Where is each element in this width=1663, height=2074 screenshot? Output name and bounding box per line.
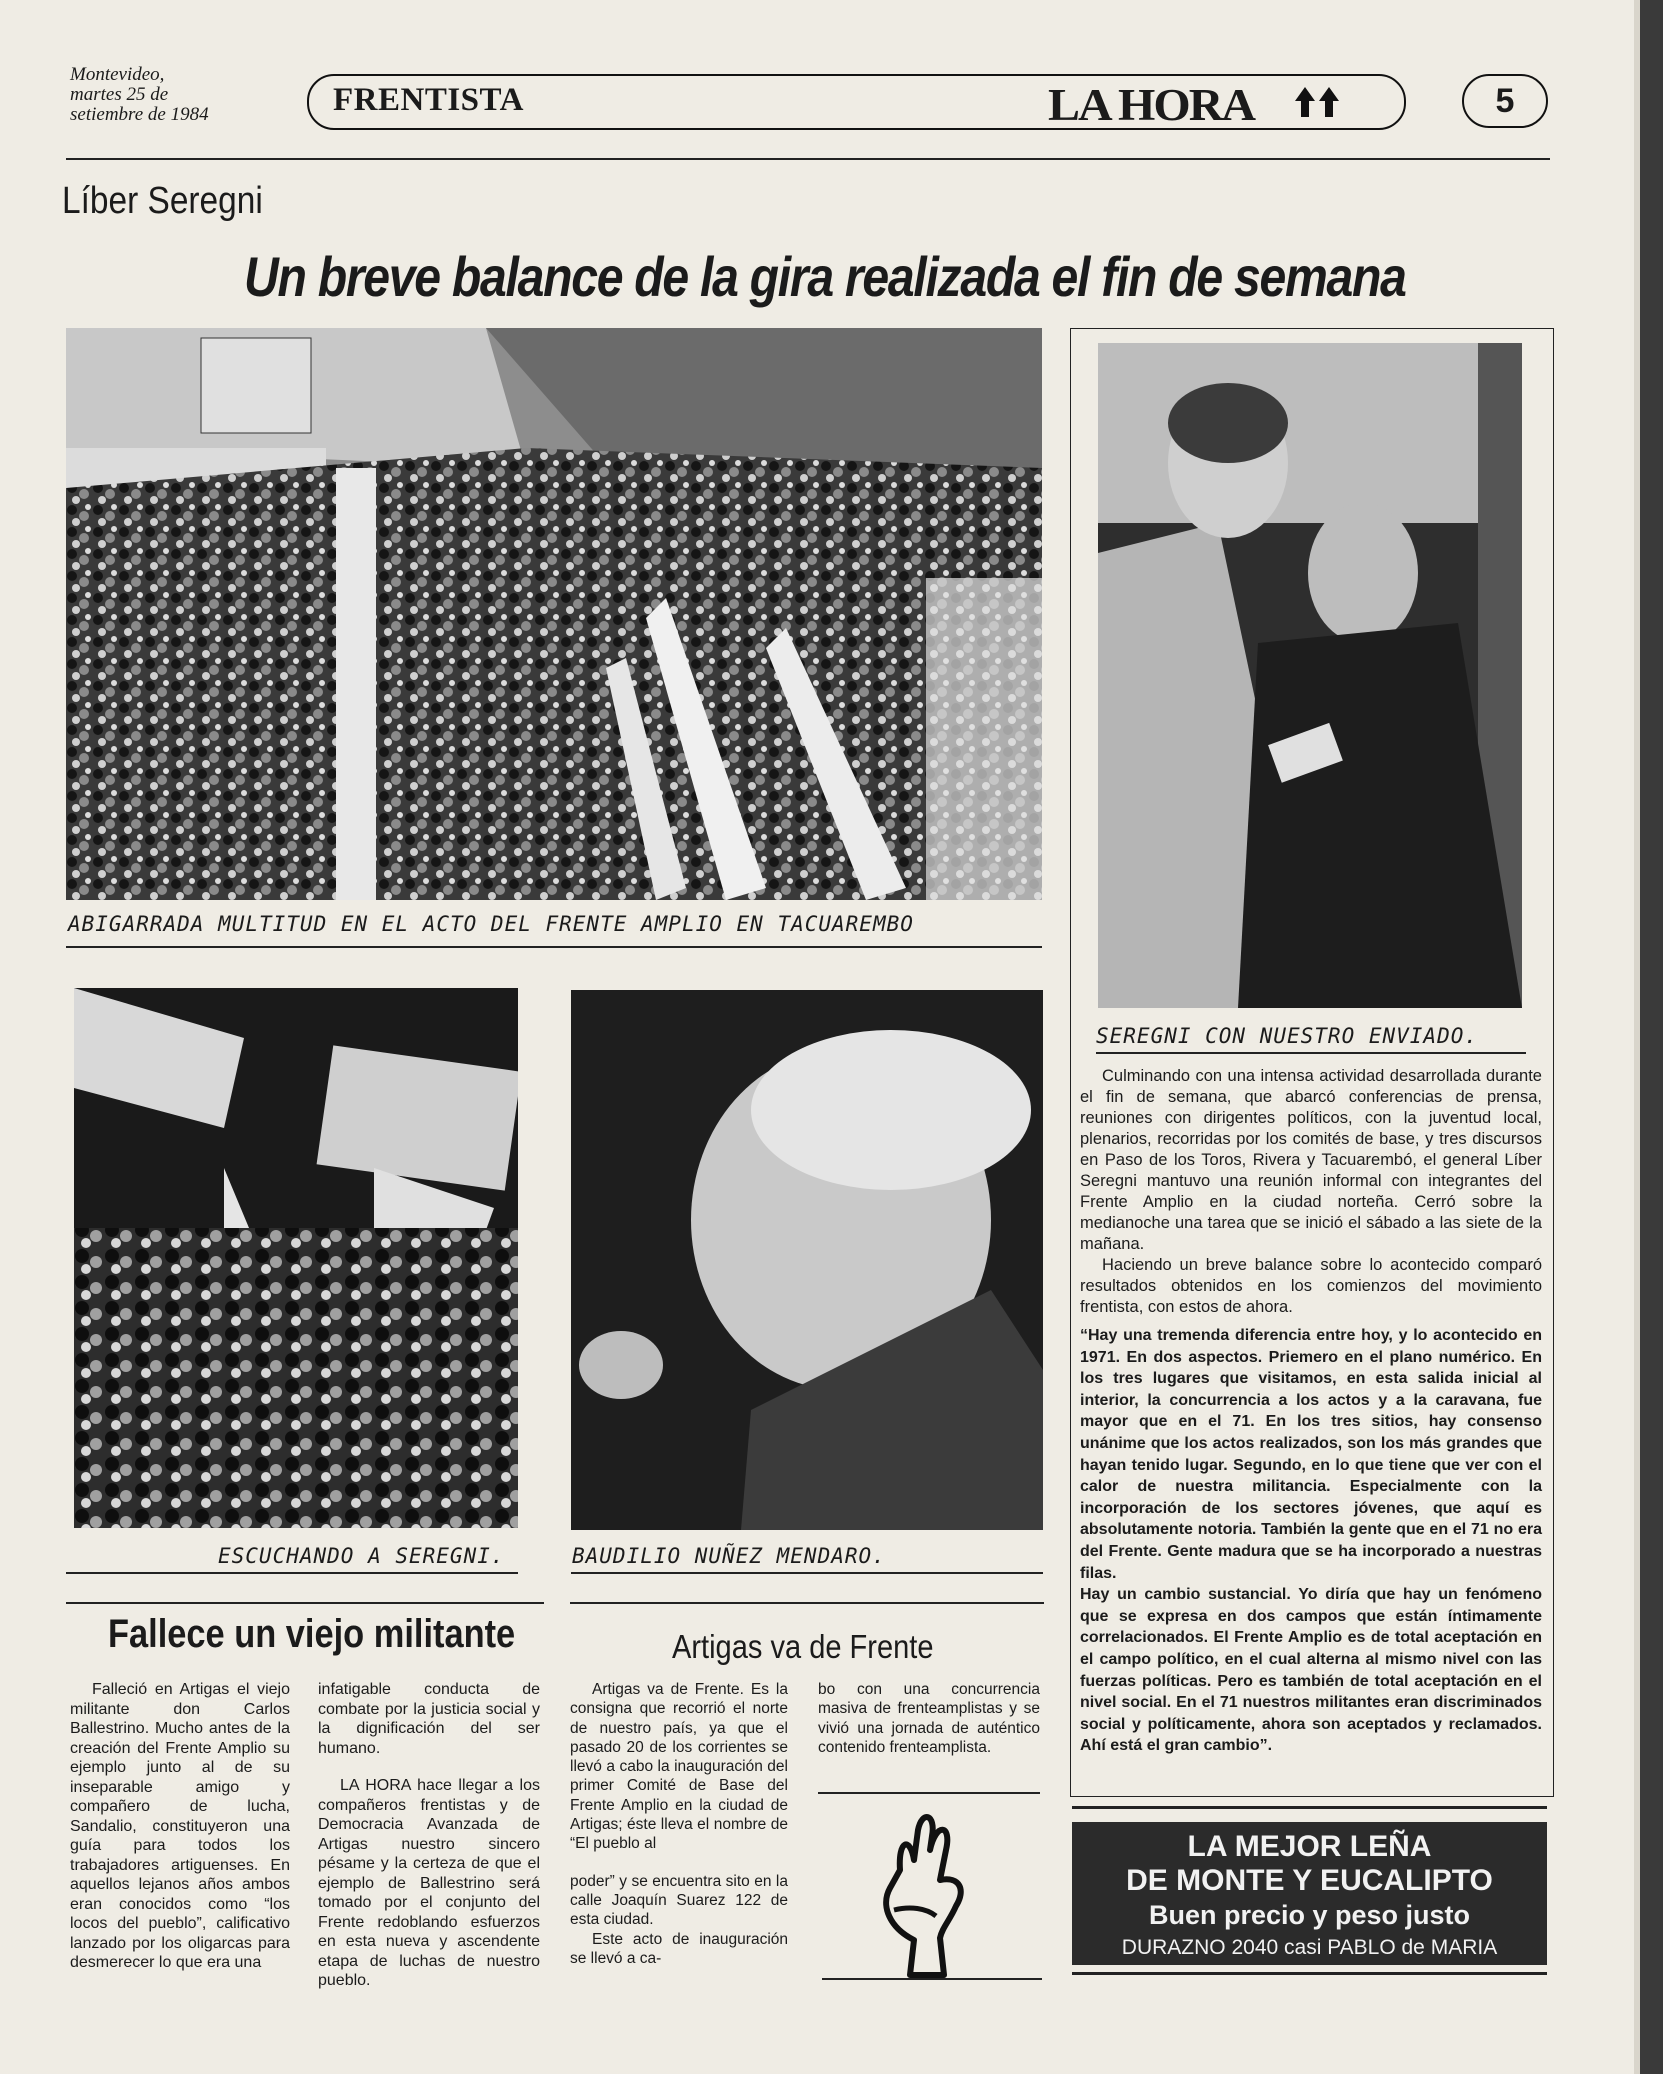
caption-rule bbox=[66, 946, 1042, 948]
caption-rule bbox=[66, 1572, 518, 1574]
envoy-photo-caption: SEREGNI CON NUESTRO ENVIADO. bbox=[1096, 1024, 1479, 1048]
section-rule bbox=[66, 1602, 544, 1604]
kicker: Líber Seregni bbox=[62, 180, 263, 222]
ad-rule bbox=[1072, 1806, 1547, 1809]
section-rule bbox=[570, 1602, 1044, 1604]
listening-crowd-photo bbox=[74, 988, 518, 1528]
section-rule bbox=[822, 1978, 1042, 1980]
artigas-col1: Artigas va de Frente. Es la consigna que recorrió el norte de nuestro país, ya que el pasado 20 de los corrientes se llevó a cabo la inauguración del primer Comité de Base del Frente Amplio en la ciudad de Artigas; éste lleva el nombre de “El pueblo al poder” y se encuentra sito en la calle Joaquín Suarez 122 de esta ciudad. Este acto de inauguración se llevó a ca- bbox=[570, 1681, 788, 1967]
main-article-text bbox=[1080, 1066, 1542, 1318]
artigas-col2: bo con una concurrencia masiva de frenteamplistas y se vivió una jornada de auténtico contenido frenteamplista. bbox=[818, 1681, 1040, 1756]
quote-paragraph: Hay un cambio sustancial. Yo diría que hay un fenómeno que se expresa en dos campos que están íntimamente correlacionados. El Frente Amplio es de total aceptación en el campo político, en el cual alterna al mismo nivel con las fuerzas políticas. Pero es también de total aceptación en el nivel social. En el 71 nuestros militantes eran discriminados social y políticamente, ahora son aceptados y reclamados. Ahí está el gran cambio”. bbox=[1080, 1586, 1542, 1755]
arrows-icon bbox=[1293, 87, 1341, 117]
seregni-quote bbox=[1080, 1325, 1542, 1757]
speaker-photo bbox=[571, 990, 1043, 1530]
listening-photo-caption: ESCUCHANDO A SEREGNI. bbox=[218, 1544, 505, 1568]
section-title: FRENTISTA bbox=[333, 82, 524, 118]
caption-rule bbox=[1096, 1052, 1526, 1054]
header-rule bbox=[66, 158, 1550, 160]
dateline: Montevideo, martes 25 de setiembre de 1984 bbox=[70, 64, 209, 125]
page-binding-shadow bbox=[1640, 0, 1663, 2074]
artigas-headline: Artigas va de Frente bbox=[672, 1628, 934, 1665]
speaker-photo-caption: BAUDILIO NUÑEZ MENDARO. bbox=[572, 1544, 886, 1568]
victory-hand-icon bbox=[870, 1810, 990, 1980]
quote-paragraph: “Hay una tremenda diferencia entre hoy, y lo acontecido en 1971. En dos aspectos. Priemero en el plano numérico. En los tres lugares que visitamos, en esta salida inicial al interior, la concurrencia a los actos y a la caravana, fue mayor que en el 71. En los tres sitios, hay consenso unánime que los actos realizados, son los más grandes que hayan tenido lugar. Segundo, en lo que tiene que ver con el calor de nuestra militancia. Especialmente con la incorporación de los sectores jóvenes, que aquí es absolutamente notoria. También la gente que en el 71 no era del Frente. Gente madura que se ha incorporado a nuestras filas. bbox=[1080, 1327, 1542, 1582]
headline: Un breve balance de la gira realizada el fin de semana bbox=[244, 245, 1406, 308]
paragraph: Culminando con una intensa actividad desarrollada durante el fin de semana, que abarcó conferencias de prensa, reuniones con dirigentes políticos, con la juventud local, plenarios, recorridas por los comités de base, y tres discursos en Paso de los Toros, Rivera y Tacuarembó, el general Líber Seregni mantuvo una reunión informal con integrantes del Frente Amplio en la ciudad norteña. Cerró sobre la medianoche una tarea que se inició el sábado a las siete de la mañana. bbox=[1080, 1067, 1542, 1253]
page-number: 5 bbox=[1462, 74, 1548, 128]
crowd-photo-caption: ABIGARRADA MULTITUD EN EL ACTO DEL FRENTE AMPLIO EN TACUAREMBO bbox=[68, 912, 914, 936]
paragraph: Haciendo un breve balance sobre lo acontecido comparó resultados obtenidos en los comienzos del movimiento frentista, con estos de ahora. bbox=[1080, 1256, 1542, 1316]
seregni-envoy-photo bbox=[1098, 343, 1522, 1008]
obituary-col2: infatigable conducta de combate por la justicia social y la dignificación del ser humano. LA HORA hace llegar a los compañeros frentistas y de Democracia Avanzada de Artigas nuestro sincero pésame y la certeza de que el ejemplo de Ballestrino será tomado por el conjunto del Frente redoblando esfuerzos en esta nueva y ascendente etapa de luchas de nuestro pueblo. bbox=[318, 1681, 540, 1989]
caption-rule bbox=[571, 1572, 1043, 1574]
ad-rule bbox=[1072, 1972, 1547, 1975]
column-rule bbox=[818, 1792, 1040, 1794]
obituary-col1: Falleció en Artigas el viejo militante don Carlos Ballestrino. Mucho antes de la creación del Frente Amplio su ejemplo junto al de su inseparable amigo y compañero de lucha, Sandalio, constituyeron una guía para todos los trabajadores artiguenses. En aquellos lejanos años ambos eran conocidos como “los locos del pueblo”, calificativo lanzado por los oligarcas para desmerecer lo que era una bbox=[70, 1681, 290, 1971]
crowd-photo bbox=[66, 328, 1042, 900]
firewood-advertisement: LA MEJOR LEÑA DE MONTE Y EUCALIPTO Buen precio y peso justo DURAZNO 2040 casi PABLO de MARIA bbox=[1072, 1822, 1547, 1965]
masthead-logo: LA HORA bbox=[1048, 80, 1255, 131]
obituary-headline: Fallece un viejo militante bbox=[108, 1612, 516, 1656]
